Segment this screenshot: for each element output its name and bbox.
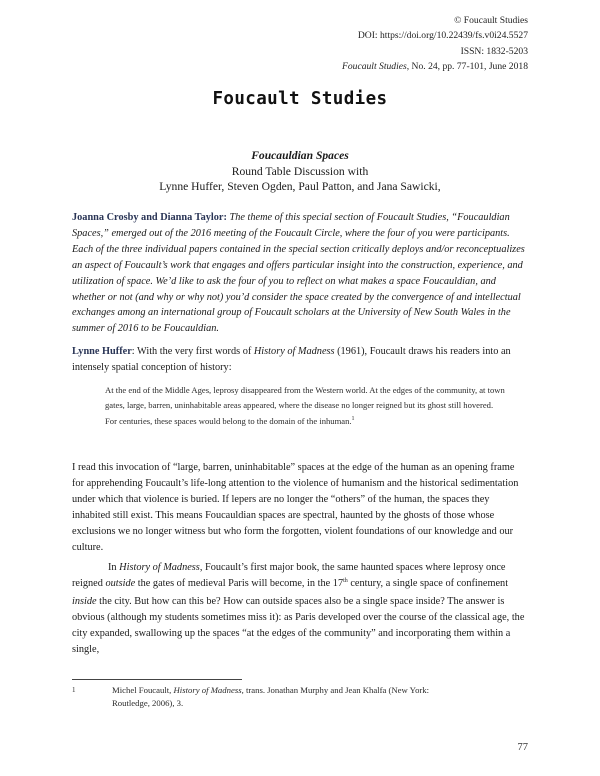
article-participants: Lynne Huffer, Steven Ogden, Paul Patton, and Jana Sawicki, (159, 180, 441, 194)
para2-outside: outside (105, 577, 136, 589)
citation-issue: , No. 24, pp. 77-101, June 2018 (406, 61, 528, 73)
footnote-rest: , trans. Jonathan Murphy and Jean Khalfa (New York: (241, 685, 430, 695)
page-number: 77 (517, 742, 528, 753)
para2-text-b: the gates of medieval Paris will become, in the 17 (135, 577, 344, 589)
intro-question (72, 210, 528, 337)
body-paragraph-2 (72, 560, 528, 657)
citation-line (342, 59, 528, 74)
copyright-line: © Foucault Studies (454, 15, 528, 26)
para2-text-c: century, a single space of confinement (347, 577, 509, 589)
footnote-line-1 (112, 683, 492, 697)
lead-text-a: : With the very first words of (131, 346, 254, 357)
body-paragraph-1: I read this invocation of “large, barren, uninhabitable” spaces at the edge of the human as an opening frame for apprehending Foucault’s life-long attention to the violence of humanism and the historical sedimentation under which that violence is buried. If lepers are no longer the “others” of the human, the spaces they inhabited still exist. This means Foucauldian spaces are spectral, haunted by the ghosts of those whose exclusions we no longer witness but who form the forgotten, violent foundations of our knowledge and our culture. (72, 462, 519, 553)
article-title: Foucauldian Spaces (251, 149, 349, 162)
lead-text-b: (1961), Foucault draws his readers into an intensely spatial conception of history: (72, 346, 511, 373)
masthead (342, 13, 528, 75)
doi-line[interactable]: DOI: https://doi.org/10.22439/fs.v0i24.5527 (357, 30, 528, 42)
para2-lead-in: In (108, 562, 120, 573)
footnote-ref[interactable]: 1 (351, 415, 355, 422)
speaker-name: Lynne Huffer (72, 346, 132, 357)
article-heading (0, 148, 600, 195)
intro-text: The theme of this special section of Foucault Studies, “Foucauldian Spaces,” emerged out of the 2016 meeting of the Foucault Circle, where the four of you were participants. Each of the three individual papers contained in the special section critically deploys and/or reconceptualizes an aspect of Foucault’s work that engages and offers particular insight into the construction, experience, and utilization of space. We’d like to ask the four of you to reflect on what makes a space Foucauldian, and whether or not (and why or why not) you’d consider the space created by the convergence of and intellectual exchanges among an international group of Foucault scholars at the University of New South Wales in the summer of 2016 to be Foucauldian. (72, 212, 525, 335)
para2-inside: inside (72, 595, 97, 607)
para2-superscript: th (343, 577, 348, 584)
para2-text-a: , Foucault’s first major book, the same haunted spaces where leprosy once reigned (72, 562, 506, 589)
footnote-author: Michel Foucault, (112, 685, 174, 695)
footnote-line-2: Routledge, 2006), 3. (112, 698, 184, 709)
issn-line: ISSN: 1832-5203 (460, 45, 528, 57)
lead-book-title: History of Madness (253, 346, 335, 357)
journal-title: Foucault Studies (212, 89, 388, 109)
footnote-book: History of Madness (173, 685, 242, 695)
block-quote (105, 383, 505, 431)
para2-text-d: the city. But how can this be? How can outside spaces also be a single space inside? The answer is obvious (although my students sometimes miss it): as Paris developed over the course of the classical age, the city expanded, swallowing up the spaces “at the edges of the community” and incorporating them within a single, (72, 595, 525, 655)
article-subtitle: Round Table Discussion with (231, 164, 369, 178)
intro-speakers: Joanna Crosby and Dianna Taylor: (72, 212, 227, 223)
footnote-number: 1 (72, 686, 76, 694)
huffer-lead-paragraph (72, 344, 528, 376)
footnote (72, 683, 492, 710)
citation-journal-name: Foucault Studies (342, 61, 407, 73)
quote-text: At the end of the Middle Ages, leprosy disappeared from the Western world. At the edges of the community, at town gates, large, barren, uninhabitable areas appeared, where the disease no longer reigned but its ghost still hovered. For centuries, these spaces would belong to the domain of the inhuman. (105, 385, 505, 426)
footnote-divider (72, 679, 242, 680)
para2-book-title: History of Madness (119, 562, 200, 573)
